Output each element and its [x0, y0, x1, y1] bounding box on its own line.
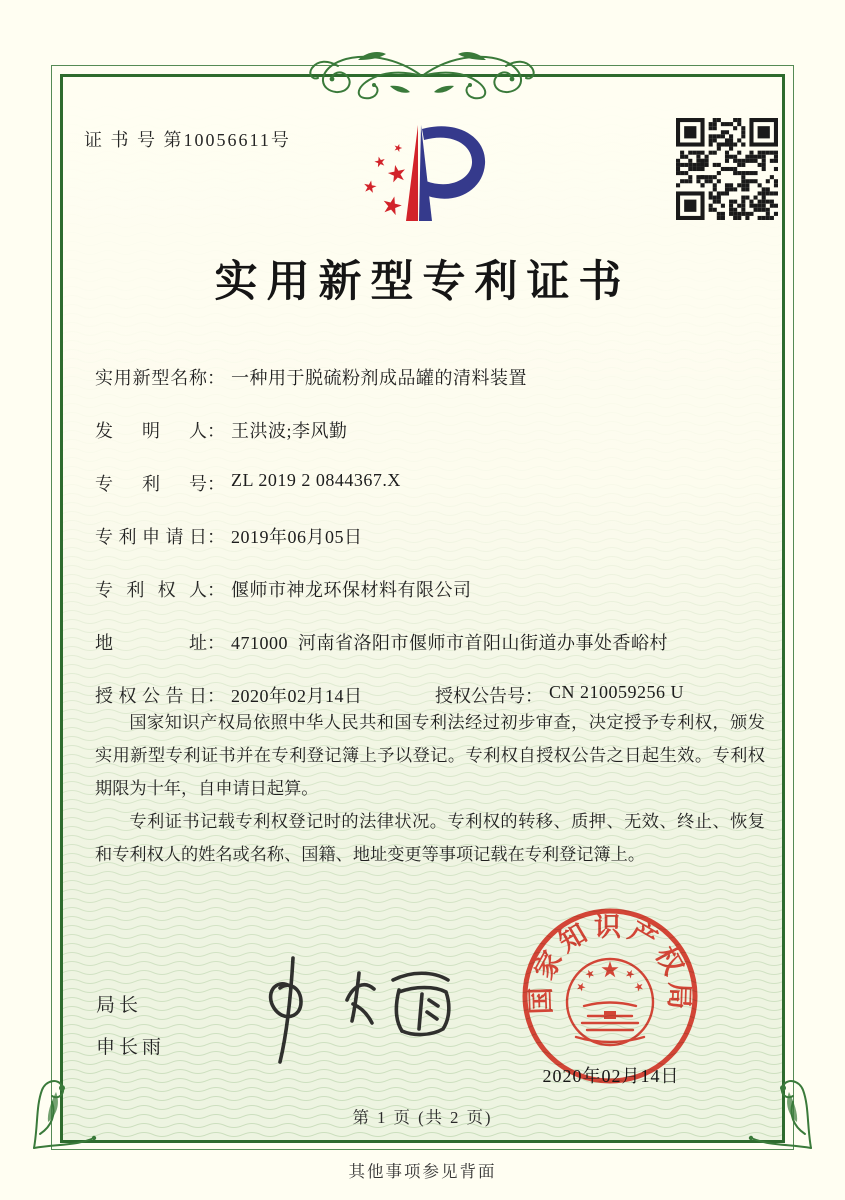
legal-paragraph-2: 专利证书记载专利权登记时的法律状况。专利权的转移、质押、无效、终止、恢复和专利权人的姓名或名称、国籍、地址变更等事项记载在专利登记簿上。 [95, 812, 765, 865]
field-patentee-label: 专利权人 [95, 580, 207, 600]
official-seal [518, 904, 702, 1088]
colon: ： [525, 686, 543, 706]
field-row-address [95, 629, 767, 682]
director-title: 局长 [96, 995, 143, 1016]
colon: ： [207, 686, 225, 706]
colon: ： [207, 633, 225, 653]
colon: ： [207, 527, 225, 547]
legal-paragraph-1: 国家知识产权局依照中华人民共和国专利法经过初步审查，决定授予专利权，颁发实用新型专利证书并在专利登记簿上予以登记。专利权自授权公告之日起生效。专利权期限为十年，自申请日起算。 [95, 713, 765, 799]
field-row-patentee [95, 576, 767, 629]
page-number: 第 1 页 (共 2 页) [352, 1108, 493, 1127]
certificate-number: 证 书 号 第10056611号 [84, 130, 291, 150]
logo-stars [363, 143, 407, 216]
field-row-name [95, 364, 767, 417]
field-name-label: 实用新型名称 [95, 368, 207, 388]
seal-text: 国家知识产权局 [525, 912, 695, 1015]
director-block [96, 990, 165, 1059]
cnipa-logo [352, 118, 492, 228]
logo-p-bowl [422, 126, 485, 199]
colon: ： [207, 421, 225, 441]
logo-wedge-red [406, 125, 418, 221]
field-row-patent-no [95, 470, 767, 523]
seal-date: 2020年02月14日 [542, 1066, 680, 1086]
field-row-filing-date [95, 523, 767, 576]
back-side-note: 其他事项参见背面 [348, 1162, 497, 1181]
field-address-value: 471000 河南省洛阳市偃师市首阳山街道办事处香峪村 [231, 633, 668, 653]
top-floral-ornament [262, 42, 582, 106]
colon: ： [207, 474, 225, 494]
seal-national-emblem [575, 961, 646, 1019]
field-filing-date-value: 2019年06月05日 [231, 527, 363, 547]
director-name: 申长雨 [96, 1037, 166, 1058]
field-inventor-label: 发明人 [95, 421, 207, 441]
field-patent-no-label: 专利号 [95, 474, 207, 494]
field-grant-no-value: CN 210059256 U [549, 682, 685, 702]
director-signature [235, 948, 455, 1066]
field-list [95, 364, 767, 735]
field-name-value: 一种用于脱硫粉剂成品罐的清料装置 [231, 368, 527, 388]
field-address-label: 地址 [95, 633, 207, 653]
field-inventor-value: 王洪波;李风勤 [231, 421, 348, 441]
field-filing-date-label: 专利申请日 [95, 527, 207, 547]
colon: ： [207, 368, 225, 388]
legal-text [95, 706, 765, 871]
field-grant-date-label: 授权公告日 [95, 686, 207, 706]
field-grant-date-value: 2020年02月14日 [231, 686, 363, 706]
field-patent-no-value: ZL 2019 2 0844367.X [231, 470, 401, 490]
field-patentee-value: 偃师市神龙环保材料有限公司 [231, 580, 472, 600]
qr-code [676, 118, 778, 220]
field-grant-no-label: 授权公告号 [435, 686, 525, 706]
certificate-title: 实用新型专利证书 [214, 259, 631, 306]
field-row-inventor [95, 417, 767, 470]
colon: ： [207, 580, 225, 600]
